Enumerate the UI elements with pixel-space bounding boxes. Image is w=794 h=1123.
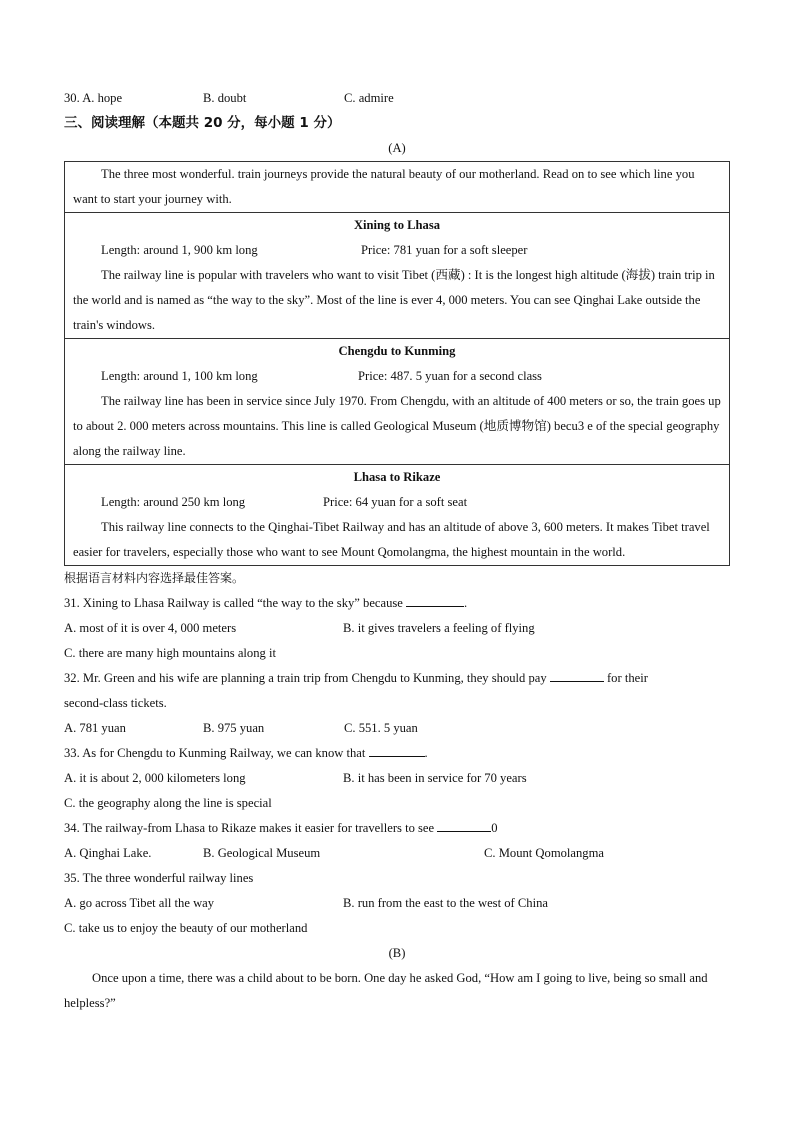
q31-option-b[interactable]: B. it gives travelers a feeling of flying [343,621,535,635]
answer-blank[interactable] [437,817,491,832]
intro-text: The three most wonderful. train journeys provide the natural beauty of our motherland. Read on to see which line you want to start your journey with. [73,167,695,206]
route-cell-3 [65,465,729,565]
q30-option-a[interactable]: 30. A. hope [64,91,123,105]
answer-blank[interactable] [369,742,425,757]
route-length: Length: around 1, 100 km long [101,369,258,383]
q30-option-b[interactable]: B. doubt [203,91,247,105]
route-title: Lhasa to Rikaze [353,470,441,484]
q33-option-a[interactable]: A. it is about 2, 000 kilometers long [64,771,246,785]
route-length: Length: around 250 km long [101,495,246,509]
question-33-stem: 33. As for Chengdu to Kunming Railway, we can know that . [64,741,730,766]
route-stats [73,490,721,515]
q35-option-c[interactable]: C. take us to enjoy the beauty of our motherland [64,921,308,935]
q34-option-a[interactable]: A. Qinghai Lake. [64,846,152,860]
route-cell-2 [65,339,729,465]
q34-option-b[interactable]: B. Geological Museum [203,846,321,860]
route-price: Price: 487. 5 yuan for a second class [358,369,542,383]
route-cell-1 [65,213,729,339]
route-stats [73,364,721,389]
question-35-stem: 35. The three wonderful railway lines [64,871,254,885]
q31-option-c[interactable]: C. there are many high mountains along it [64,646,276,660]
question-31-stem: 31. Xining to Lhasa Railway is called “the way to the sky” because . [64,591,730,616]
passage-a-table [64,161,730,566]
answer-blank[interactable] [550,667,604,682]
q35-option-a[interactable]: A. go across Tibet all the way [64,896,215,910]
route-title: Chengdu to Kunming [338,344,456,358]
q33-option-c[interactable]: C. the geography along the line is special [64,796,272,810]
route-stats [73,238,721,263]
q35-option-b[interactable]: B. run from the east to the west of China [343,896,548,910]
intro-cell [65,162,729,213]
question-32-stem: 32. Mr. Green and his wife are planning a train trip from Chengdu to Kunming, they should pay for their [64,666,730,691]
route-description: The railway line is popular with travelers who want to visit Tibet (西藏) : It is the longest high altitude (海拔) train trip in the world and is named as “the way to the sky”. Most of the line is ever 4, 000 meters. You can see Qinghai Lake outside the train's windows. [73,268,715,332]
route-description: The railway line has been in service since July 1970. From Chengdu, with an altitude of 400 meters or so, the train goes up to about 2. 000 meters across mountains. This line is called Geological Museum (地质博物馆) becu3 e of the special geography along the railway line. [73,394,721,458]
question-34-stem: 34. The railway-from Lhasa to Rikaze makes it easier for travellers to see 0 [64,816,730,841]
question-32-stem-cont: second-class tickets. [64,696,167,710]
passage-a-label: (A) [388,141,406,155]
route-price: Price: 64 yuan for a soft seat [323,495,468,509]
route-description: This railway line connects to the Qinghai-Tibet Railway and has an altitude of above 3, 600 meters. It makes Tibet travel easier for travelers, especially those who want to see Mount Qomolangma, the highest mountain in the world. [73,520,710,559]
instruction: 根据语言材料内容选择最佳答案。 [64,571,245,585]
q33-option-b[interactable]: B. it has been in service for 70 years [343,771,527,785]
q34-option-c[interactable]: C. Mount Qomolangma [484,846,604,860]
answer-blank[interactable] [406,592,464,607]
question-33-options [64,766,730,791]
q32-option-c[interactable]: C. 551. 5 yuan [344,721,418,735]
exam-page [64,86,730,1016]
question-31-options [64,616,730,641]
route-price: Price: 781 yuan for a soft sleeper [361,243,528,257]
question-34-options [64,841,730,866]
q32-option-b[interactable]: B. 975 yuan [203,721,265,735]
route-title: Xining to Lhasa [353,218,441,232]
passage-b-text: Once upon a time, there was a child about to be born. One day he asked God, “How am I going to live, being so small and helpless?” [64,971,708,1010]
question-35-options [64,891,730,916]
question-32-options [64,716,730,741]
question-30 [64,86,730,111]
passage-b-label: (B) [388,946,406,960]
route-length: Length: around 1, 900 km long [101,243,258,257]
q30-option-c[interactable]: C. admire [344,91,394,105]
section-3-title: 三、阅读理解（本题共 20 分，每小题 1 分） [64,115,341,131]
q31-option-a[interactable]: A. most of it is over 4, 000 meters [64,621,237,635]
q32-option-a[interactable]: A. 781 yuan [64,721,126,735]
